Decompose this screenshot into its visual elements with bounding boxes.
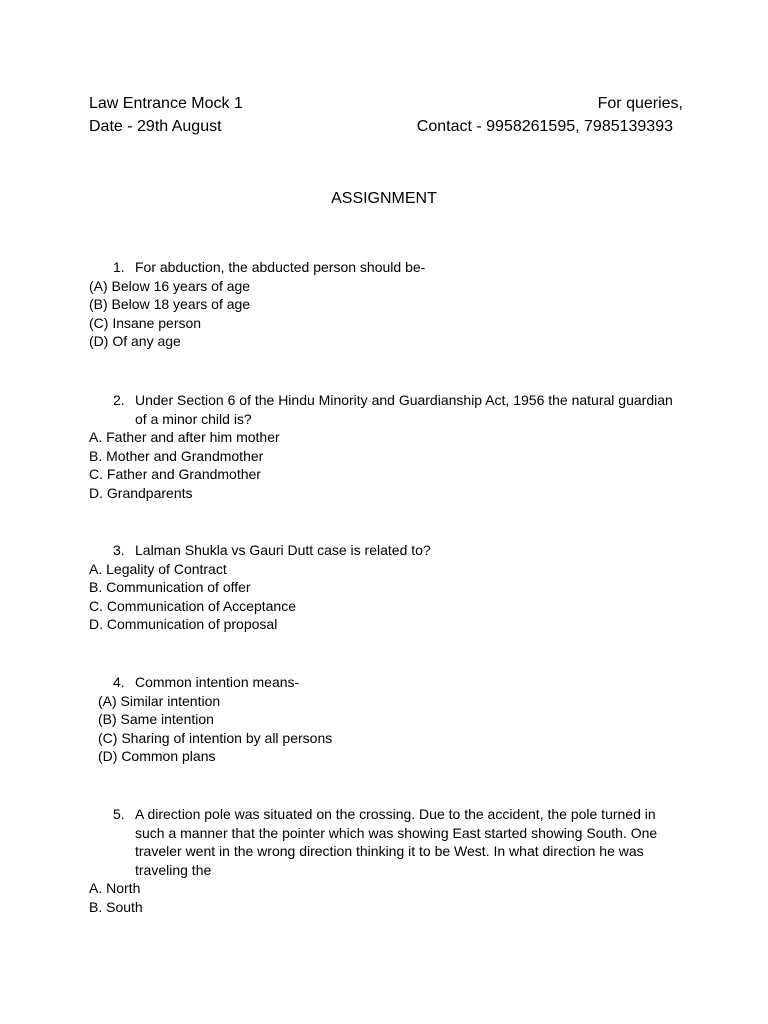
option-c: (C) Sharing of intention by all persons [98, 729, 333, 746]
question-number: 4. [113, 674, 125, 690]
option-b: (B) Same intention [98, 711, 214, 728]
option-b: B. Mother and Grandmother [89, 447, 264, 464]
option-b: (B) Below 18 years of age [89, 296, 251, 313]
queries-label: For queries, [597, 95, 683, 112]
question-number: 3. [113, 542, 125, 558]
option-c: (C) Insane person [89, 314, 202, 331]
question-number: 2. [113, 392, 125, 408]
option-a: (A) Below 16 years of age [89, 277, 251, 294]
question-text-row [89, 541, 689, 560]
option-b: B. Communication of offer [89, 579, 251, 596]
option-a: (A) Similar intention [98, 692, 221, 709]
option-d: D. Communication of proposal [89, 616, 278, 633]
question-1 [89, 258, 689, 351]
exam-date: Date - 29th August [89, 118, 222, 135]
question-number: 5. [113, 806, 125, 822]
question-4 [89, 673, 689, 766]
question-3 [89, 541, 689, 634]
option-a: A. North [89, 880, 141, 897]
option-c: C. Communication of Acceptance [89, 597, 296, 614]
question-number: 1. [113, 259, 125, 275]
question-2 [89, 391, 689, 503]
contact-numbers: Contact - 9958261595, 7985139393 [416, 118, 673, 135]
question-text: For abduction, the abducted person should be- [135, 259, 426, 275]
question-text-row [89, 391, 675, 428]
option-a: A. Legality of Contract [89, 560, 227, 577]
option-a: A. Father and after him mother [89, 429, 280, 446]
option-d: (D) Common plans [98, 748, 216, 765]
question-text-row [89, 673, 689, 692]
question-text: Lalman Shukla vs Gauri Dutt case is related to? [135, 542, 431, 558]
option-d: D. Grandparents [89, 484, 193, 501]
option-b: B. South [89, 898, 143, 915]
exam-title: Law Entrance Mock 1 [89, 95, 243, 112]
question-text: Under Section 6 of the Hindu Minority and Guardianship Act, 1956 the natural guardian of a minor child is? [135, 392, 673, 427]
option-c: C. Father and Grandmother [89, 466, 261, 483]
question-5 [89, 805, 689, 917]
question-text-row [89, 805, 675, 879]
question-text: Common intention means- [135, 674, 300, 690]
question-text-row [89, 258, 689, 277]
assignment-heading: ASSIGNMENT [331, 190, 437, 207]
question-text: A direction pole was situated on the crossing. Due to the accident, the pole turned in such a manner that the pointer which was showing East started showing South. One traveler went in the wrong direction thinking it to be West. In what direction he was traveling the [135, 806, 658, 878]
option-d: (D) Of any age [89, 333, 181, 350]
